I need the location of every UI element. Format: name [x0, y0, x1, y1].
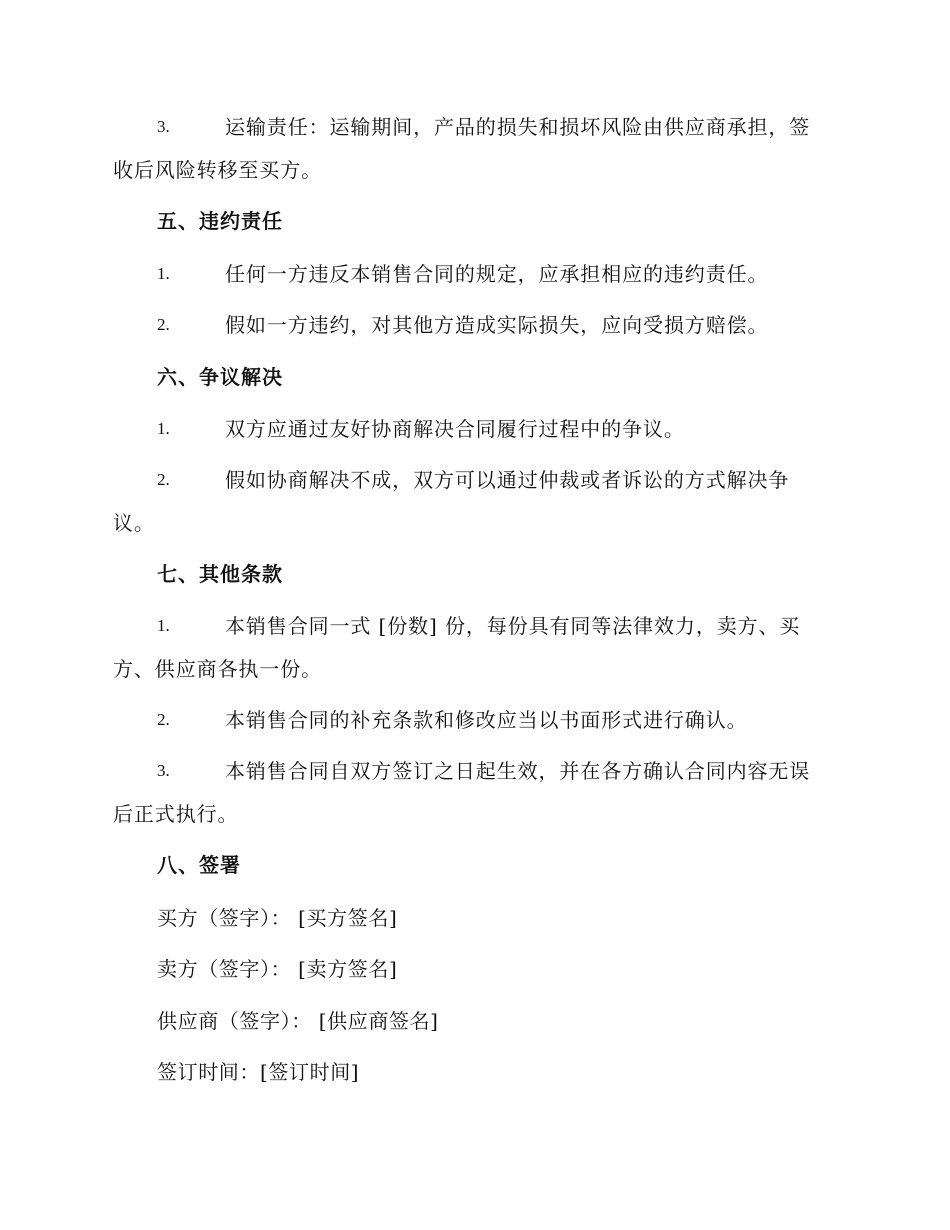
clause-text: 运输责任：运输期间，产品的损失和损坏风险由供应商承担，签 — [225, 115, 811, 139]
clause-text: 双方应通过友好协商解决合同履行过程中的争议。 — [225, 417, 685, 441]
clause-number: 2. — [157, 710, 170, 729]
clause-number: 3. — [157, 761, 170, 780]
signature-line-date: 签订时间：[签订时间] — [157, 1060, 360, 1084]
clause-number: 1. — [157, 419, 170, 438]
signature-line-buyer: 买方（签字）： [买方签名] — [157, 906, 398, 930]
clause-text-continued: 收后风险转移至买方。 — [113, 158, 322, 182]
clause-text-continued: 方、供应商各执一份。 — [113, 657, 322, 681]
clause-text: 本销售合同的补充条款和修改应当以书面形式进行确认。 — [225, 708, 748, 732]
clause-text: 假如一方违约，对其他方造成实际损失，应向受损方赔偿。 — [225, 313, 769, 337]
clause-number: 2. — [157, 470, 170, 489]
signature-line-seller: 卖方（签字）： [卖方签名] — [157, 957, 398, 981]
clause-number: 3. — [157, 117, 170, 136]
clause-number: 1. — [157, 264, 170, 283]
clause-text-continued: 后正式执行。 — [113, 802, 239, 826]
signature-line-supplier: 供应商（签字）： [供应商签名] — [157, 1009, 439, 1033]
section-heading-signing: 八、签署 — [157, 853, 241, 877]
clause-text: 本销售合同自双方签订之日起生效，并在各方确认合同内容无误 — [225, 759, 811, 783]
clause-number: 2. — [157, 315, 170, 334]
clause-text: 任何一方违反本销售合同的规定，应承担相应的违约责任。 — [225, 262, 769, 286]
section-heading-other: 七、其他条款 — [157, 562, 283, 586]
clause-number: 1. — [157, 616, 170, 635]
section-heading-dispute: 六、争议解决 — [157, 365, 283, 389]
clause-text-continued: 议。 — [113, 511, 155, 535]
clause-text: 本销售合同一式 [份数] 份，每份具有同等法律效力，卖方、买 — [225, 614, 801, 638]
clause-text: 假如协商解决不成，双方可以通过仲裁或者诉讼的方式解决争 — [225, 468, 790, 492]
section-heading-breach: 五、违约责任 — [157, 209, 283, 233]
